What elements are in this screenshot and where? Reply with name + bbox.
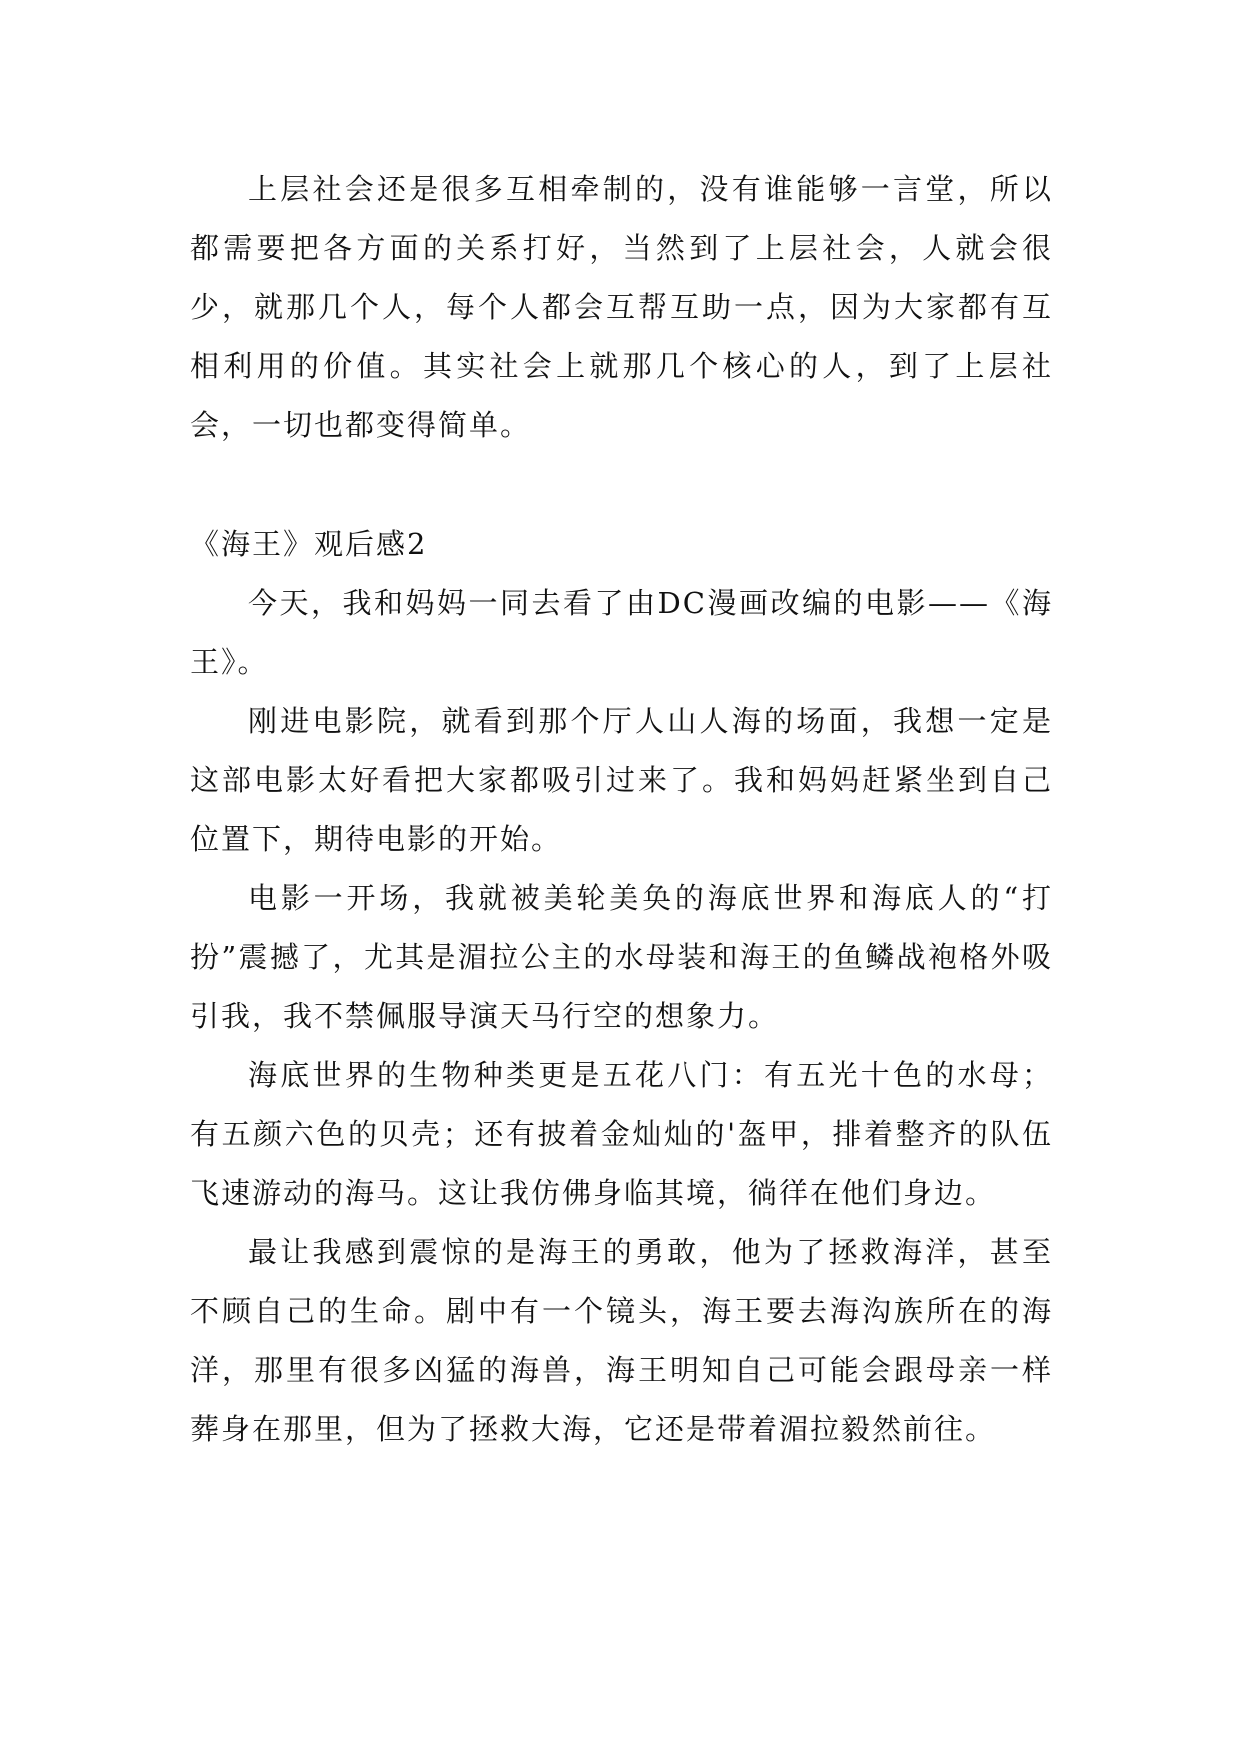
body-paragraph: 电影一开场，我就被美轮美奂的海底世界和海底人的“打扮”震撼了，尤其是湄拉公主的水母装和海王的鱼鳞战袍格外吸引我，我不禁佩服导演天马行空的想象力。 [190, 881, 1053, 1033]
body-paragraph: 刚进电影院，就看到那个厅人山人海的场面，我想一定是这部电影太好看把大家都吸引过来了。我和妈妈赶紧坐到自己位置下，期待电影的开始。 [190, 704, 1053, 856]
document-body [190, 160, 1053, 1459]
body-paragraph: 今天，我和妈妈一同去看了由DC漫画改编的电影——《海王》。 [190, 586, 1053, 679]
body-paragraph: 最让我感到震惊的是海王的勇敢，他为了拯救海洋，甚至不顾自己的生命。剧中有一个镜头，海王要去海沟族所在的海洋，那里有很多凶猛的海兽，海王明知自己可能会跟母亲一样葬身在那里，但为了拯救大海，它还是带着湄拉毅然前往。 [190, 1235, 1053, 1446]
section-title: 《海王》观后感2 [190, 527, 428, 561]
body-paragraph: 海底世界的生物种类更是五花八门：有五光十色的水母；有五颜六色的贝壳；还有披着金灿灿的'盔甲，排着整齐的队伍飞速游动的海马。这让我仿佛身临其境，徜徉在他们身边。 [190, 1058, 1053, 1210]
intro-paragraph: 上层社会还是很多互相牵制的，没有谁能够一言堂，所以都需要把各方面的关系打好，当然到了上层社会，人就会很少，就那几个人，每个人都会互帮互助一点，因为大家都有互相利用的价值。其实社会上就那几个核心的人，到了上层社会，一切也都变得简单。 [190, 172, 1053, 442]
